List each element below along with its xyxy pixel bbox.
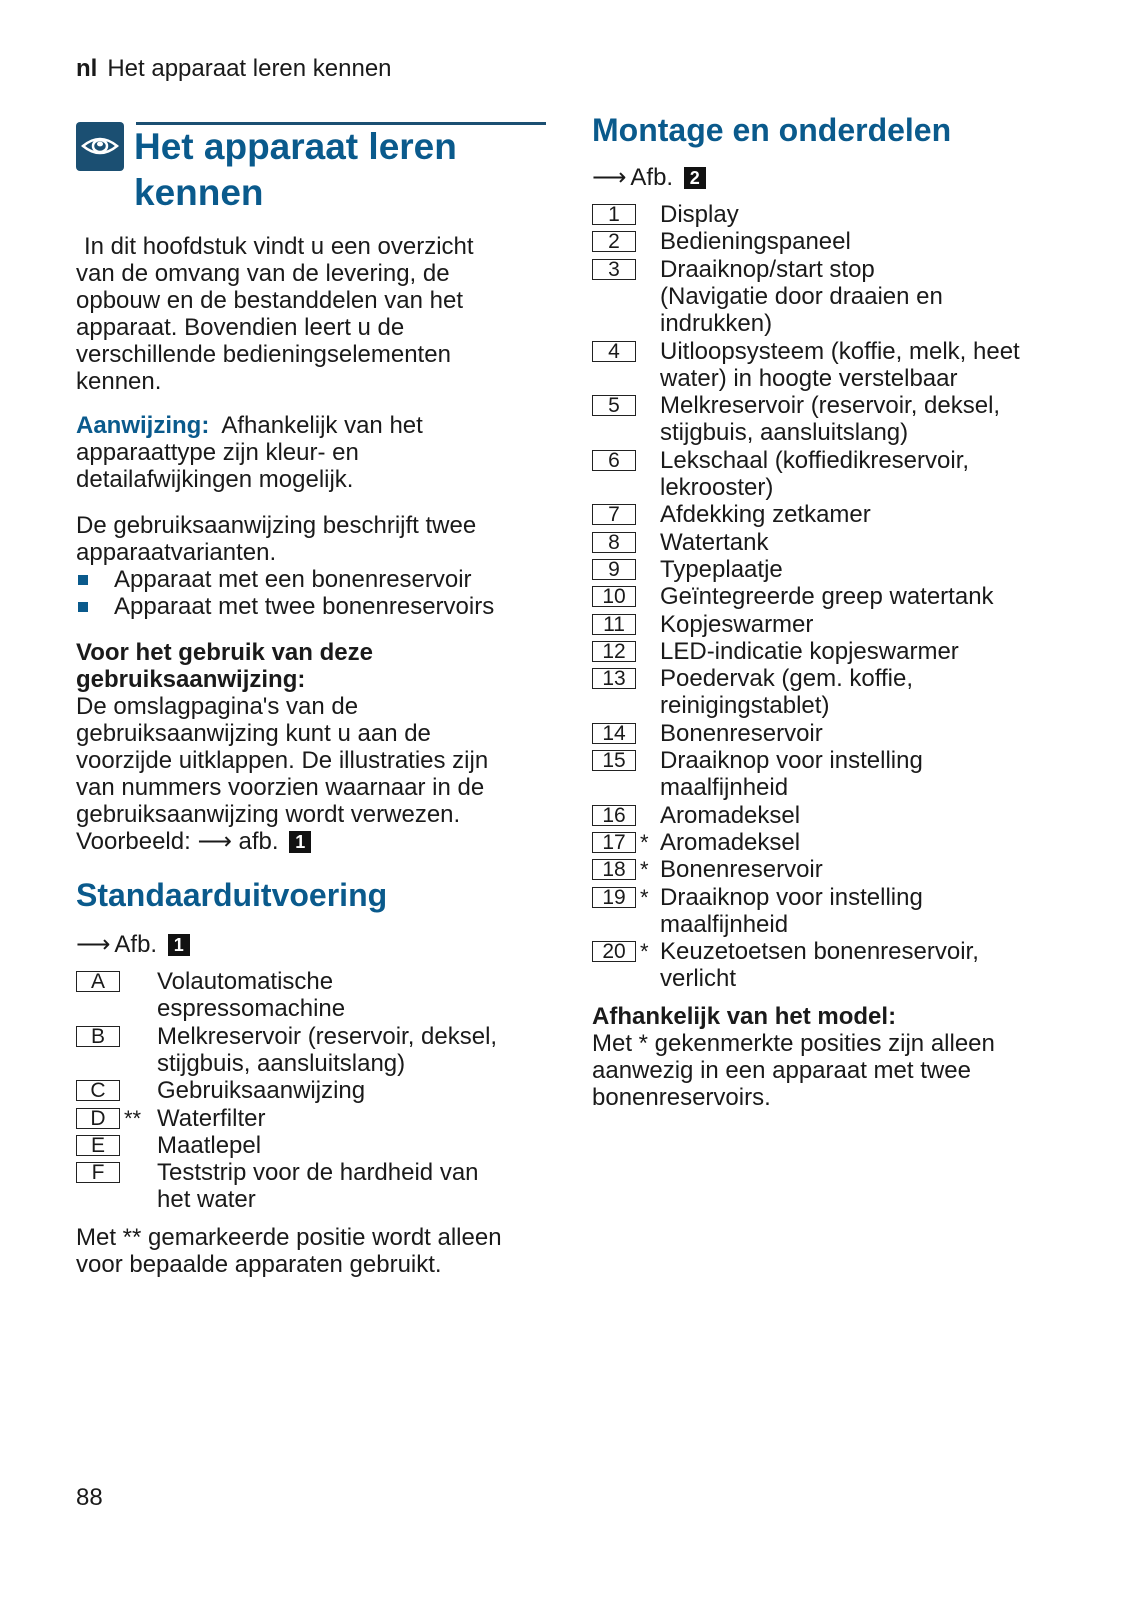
section-title-standard: Standaarduitvoering xyxy=(76,877,388,913)
arrow-icon: ⟶ xyxy=(197,828,232,855)
item-description: Bonenreservoir xyxy=(660,856,823,884)
item-description: Draaiknop voor instelling maalfijnheid xyxy=(660,883,923,938)
bullet-square xyxy=(78,602,88,612)
figure-reference: ⟶ Afb. 1 xyxy=(76,931,190,959)
item-key-box: 11 xyxy=(592,614,636,635)
item-mark: ** xyxy=(124,1105,142,1131)
item-description: Gebruiksaanwijzing xyxy=(157,1077,366,1105)
bullet-square xyxy=(78,575,88,585)
language-code: nl xyxy=(76,55,98,82)
figure-reference: ⟶ Afb. 2 xyxy=(592,164,706,192)
item-description: Watertank xyxy=(660,528,769,556)
item-description: Maatlepel xyxy=(157,1131,262,1159)
item-description: Teststrip voor de hardheid van het water xyxy=(157,1159,479,1214)
item-mark: * xyxy=(640,884,649,910)
item-description: Bedieningspaneel xyxy=(660,228,851,256)
example-line: Voorbeeld: ⟶ afb. 1 xyxy=(76,828,488,855)
item-key-box: 6 xyxy=(592,450,636,471)
item-key-box: 20 xyxy=(592,941,636,962)
item-mark: * xyxy=(640,829,649,855)
item-key-box: 16 xyxy=(592,805,636,826)
item-description: Lekschaal (koffiedikreservoir, lekrooster) xyxy=(660,446,970,501)
item-description: Typeplaatje xyxy=(660,555,783,583)
item-description: Volautomatische espressomachine xyxy=(157,968,346,1022)
item-key-box: E xyxy=(76,1135,120,1156)
item-description: Afdekking zetkamer xyxy=(660,501,871,529)
item-description: Poedervak (gem. koffie, reinigingstablet) xyxy=(660,665,914,720)
item-key-box: 2 xyxy=(592,231,636,252)
arrow-icon: ⟶ xyxy=(592,164,627,191)
item-key-box: 7 xyxy=(592,504,636,525)
item-key-box: 17 xyxy=(592,832,636,853)
item-key-box: A xyxy=(76,971,120,992)
item-description: Draaiknop voor instelling maalfijnheid xyxy=(660,747,923,801)
item-description: Aromadeksel xyxy=(660,801,801,829)
intro-paragraph: In dit hoofdstuk vindt u een overzicht van de omvang van de levering, de opbouw en de bestanddelen van het apparaat. Bovendien leert u de verschillende bedieningselementen kennen. xyxy=(76,233,474,395)
item-key-box: 13 xyxy=(592,668,636,689)
item-description: Waterfilter xyxy=(157,1104,266,1132)
page-number: 88 xyxy=(76,1484,103,1511)
item-description: Bonenreservoir xyxy=(660,719,823,747)
figure-badge: 1 xyxy=(168,934,190,956)
usage-paragraph: Voor het gebruik van deze gebruiksaanwijzing: De omslagpagina's van de gebruiksaanwijzing kunt u aan de voorzijde uitklappen. De illustraties zijn van nummers voorzien waarnaar in de gebruiksaanwijzing wordt verwezen. Voorbeeld: ⟶ afb. 1 xyxy=(76,639,489,855)
item-key-box: 5 xyxy=(592,395,636,416)
item-description: Uitloopsysteem (koffie, melk, heet water) in hoogte verstelbaar xyxy=(660,337,1020,392)
item-description: Draaiknop/start stop (Navigatie door draaien en indrukken) xyxy=(660,255,943,337)
item-key-box: 15 xyxy=(592,750,636,771)
model-note: Afhankelijk van het model: Met * gekenmerkte posities zijn alleen aanwezig in een apparaat met twee bonenreservoirs. xyxy=(592,1003,995,1111)
item-description: Aromadeksel xyxy=(660,828,801,856)
standard-note: Met ** gemarkeerde positie wordt alleen voor bepaalde apparaten gebruikt. xyxy=(76,1224,502,1278)
item-key-box: 9 xyxy=(592,559,636,580)
hint-paragraph: Aanwijzing: Afhankelijk van het apparaattype zijn kleur- en detailafwijkingen mogelijk. xyxy=(76,412,423,493)
item-key-box: B xyxy=(76,1026,120,1047)
section-title-parts: Montage en onderdelen xyxy=(592,112,952,148)
item-key-box: F xyxy=(76,1162,120,1183)
figure-badge: 1 xyxy=(289,831,311,853)
item-description: Kopjeswarmer xyxy=(660,610,814,638)
item-description: LED-indicatie kopjeswarmer xyxy=(660,637,959,665)
eye-icon xyxy=(76,122,124,171)
item-key-box: 4 xyxy=(592,341,636,362)
item-description: Melkreservoir (reservoir, deksel, stijgbuis, aansluitslang) xyxy=(157,1022,498,1077)
running-header xyxy=(76,55,392,83)
item-description: Melkreservoir (reservoir, deksel, stijgbuis, aansluitslang) xyxy=(660,392,1001,447)
item-description: Geïntegreerde greep watertank xyxy=(660,583,994,611)
item-key-box: 14 xyxy=(592,723,636,744)
variants-paragraph: De gebruiksaanwijzing beschrijft twee apparaatvarianten. xyxy=(76,512,477,566)
item-key-box: 18 xyxy=(592,859,636,880)
running-header-title: Het apparaat leren kennen xyxy=(107,55,392,82)
figure-badge: 2 xyxy=(684,167,706,189)
item-key-box: 12 xyxy=(592,641,636,662)
item-description: Keuzetoetsen bonenreservoir, verlicht xyxy=(660,938,979,993)
item-key-box: 3 xyxy=(592,259,636,280)
item-key-box: D xyxy=(76,1108,120,1129)
item-key-box: 1 xyxy=(592,204,636,225)
arrow-icon: ⟶ xyxy=(76,931,111,958)
chapter-title: Het apparaat leren kennen xyxy=(134,126,457,213)
item-key-box: 10 xyxy=(592,586,636,607)
item-mark: * xyxy=(640,939,649,965)
item-mark: * xyxy=(640,857,649,883)
item-key-box: C xyxy=(76,1080,120,1101)
hint-label: Aanwijzing: xyxy=(76,412,210,439)
item-key-box: 19 xyxy=(592,887,636,908)
item-key-box: 8 xyxy=(592,532,636,553)
item-description: Display xyxy=(660,201,739,228)
